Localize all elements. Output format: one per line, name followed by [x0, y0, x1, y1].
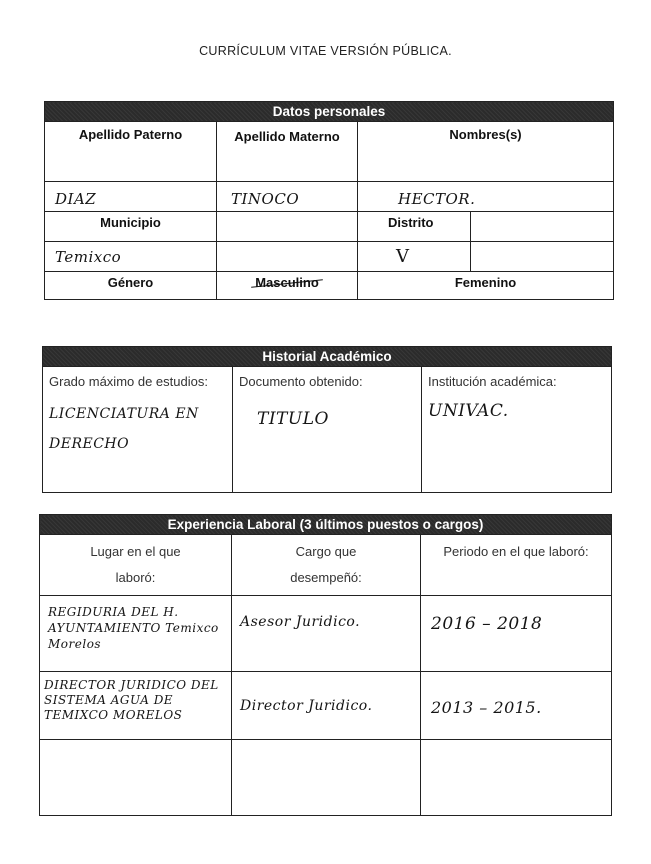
datos-personales-header: Datos personales	[45, 102, 614, 122]
femenino-option: Femenino	[358, 272, 614, 300]
document-title: CURRÍCULUM VITAE VERSIÓN PÚBLICA.	[199, 44, 452, 58]
lugar-value-1: REGIDURIA DEL H. AYUNTAMIENTO Temixco Morelos	[40, 596, 232, 672]
municipio-blank-cell	[217, 212, 358, 242]
nombres-value: HECTOR.	[358, 182, 614, 212]
datos-personales-table	[44, 101, 614, 300]
apellido-materno-value: TINOCO	[217, 182, 358, 212]
distrito-label: Distrito	[358, 212, 471, 242]
grado-cell	[43, 367, 233, 493]
grado-value: LICENCIATURA EN DERECHO	[49, 406, 199, 452]
distrito-value-blank	[471, 242, 614, 272]
nombres-label: Nombres(s)	[358, 122, 614, 182]
experiencia-laboral-header: Experiencia Laboral (3 últimos puestos o cargos)	[40, 515, 612, 535]
municipio-label: Municipio	[45, 212, 217, 242]
cargo-label: Cargo que desempeñó:	[232, 535, 421, 596]
lugar-value-2: DIRECTOR JURIDICO DEL SISTEMA AGUA DE TEMIXCO MORELOS	[40, 672, 232, 740]
institucion-value: UNIVAC.	[428, 401, 509, 421]
periodo-value-3	[421, 740, 612, 816]
periodo-value-1: 2016 – 2018	[421, 596, 612, 672]
distrito-value: V	[358, 242, 471, 272]
apellido-paterno-label: Apellido Paterno	[45, 122, 217, 182]
cargo-value-1: Asesor Juridico.	[232, 596, 421, 672]
lugar-label: Lugar en el que laboró:	[40, 535, 232, 596]
cargo-value-2: Director Juridico.	[232, 672, 421, 740]
masculino-option: Masculino	[255, 272, 319, 294]
experiencia-laboral-table	[39, 514, 612, 816]
municipio-value-blank	[217, 242, 358, 272]
cargo-value-3	[232, 740, 421, 816]
municipio-value: Temixco	[45, 242, 217, 272]
masculino-cell	[217, 272, 358, 300]
historial-academico-table	[42, 346, 612, 493]
documento-value: TITULO	[257, 409, 329, 429]
institucion-label: Institución académica:	[428, 374, 557, 389]
historial-academico-header: Historial Académico	[43, 347, 612, 367]
distrito-blank-cell	[471, 212, 614, 242]
apellido-materno-label: Apellido Materno	[217, 122, 358, 182]
lugar-value-3	[40, 740, 232, 816]
documento-label: Documento obtenido:	[239, 374, 363, 389]
apellido-paterno-value: DIAZ	[45, 182, 217, 212]
periodo-value-2: 2013 – 2015.	[421, 672, 612, 740]
periodo-label: Periodo en el que laboró:	[421, 535, 612, 596]
documento-cell	[233, 367, 422, 493]
institucion-cell	[422, 367, 612, 493]
grado-label: Grado máximo de estudios:	[49, 374, 208, 389]
genero-label: Género	[45, 272, 217, 300]
